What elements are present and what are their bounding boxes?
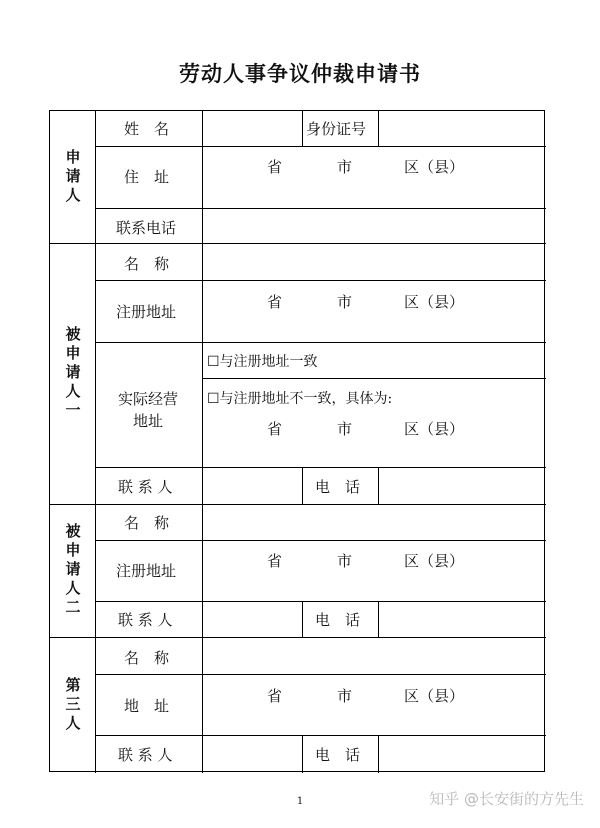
watermark: 知乎 @长安街的方先生: [429, 790, 584, 808]
district: 区（县）: [404, 552, 465, 570]
label-contact: 联 系 人: [118, 611, 173, 629]
city: 市: [337, 293, 353, 311]
district: 区（县）: [404, 420, 465, 438]
label-org-name: 名 称: [124, 514, 170, 532]
section-third-party: 第三人: [63, 676, 82, 734]
section-respondent-1: 被申请人一: [63, 326, 82, 421]
label-org-name: 名 称: [124, 649, 170, 667]
label-id-number: 身份证号: [306, 120, 367, 138]
page-number: 1: [296, 796, 304, 807]
checkbox-different-address[interactable]: ☐与注册地址不一致，具体为:: [207, 391, 393, 407]
label-reg-address: 注册地址: [116, 303, 177, 321]
label-tel: 电 话: [315, 478, 361, 496]
label-org-name: 名 称: [124, 255, 170, 273]
label-reg-address: 注册地址: [116, 562, 177, 580]
province: 省: [267, 158, 283, 176]
province: 省: [267, 687, 283, 705]
label-contact: 联 系 人: [118, 478, 173, 496]
section-applicant: 申请人: [63, 148, 82, 206]
label-tel: 电 话: [315, 611, 361, 629]
district: 区（县）: [404, 158, 465, 176]
label-address: 住 址: [124, 168, 170, 186]
label-phone: 联系电话: [116, 219, 177, 237]
district: 区（县）: [404, 687, 465, 705]
province: 省: [267, 420, 283, 438]
page-title: 劳动人事争议仲裁申请书: [179, 62, 421, 86]
city: 市: [337, 552, 353, 570]
label-actual-address: 实际经营地址: [117, 390, 178, 430]
province: 省: [267, 293, 283, 311]
district: 区（县）: [404, 293, 465, 311]
city: 市: [337, 420, 353, 438]
label-name: 姓 名: [124, 120, 170, 138]
city: 市: [337, 158, 353, 176]
label-address: 地 址: [124, 697, 170, 715]
city: 市: [337, 687, 353, 705]
section-respondent-2: 被申请人二: [63, 523, 82, 618]
arbitration-form: [49, 110, 545, 772]
label-tel: 电 话: [315, 746, 361, 764]
checkbox-same-address[interactable]: ☐与注册地址一致: [207, 354, 318, 370]
label-contact: 联 系 人: [118, 746, 173, 764]
province: 省: [267, 552, 283, 570]
